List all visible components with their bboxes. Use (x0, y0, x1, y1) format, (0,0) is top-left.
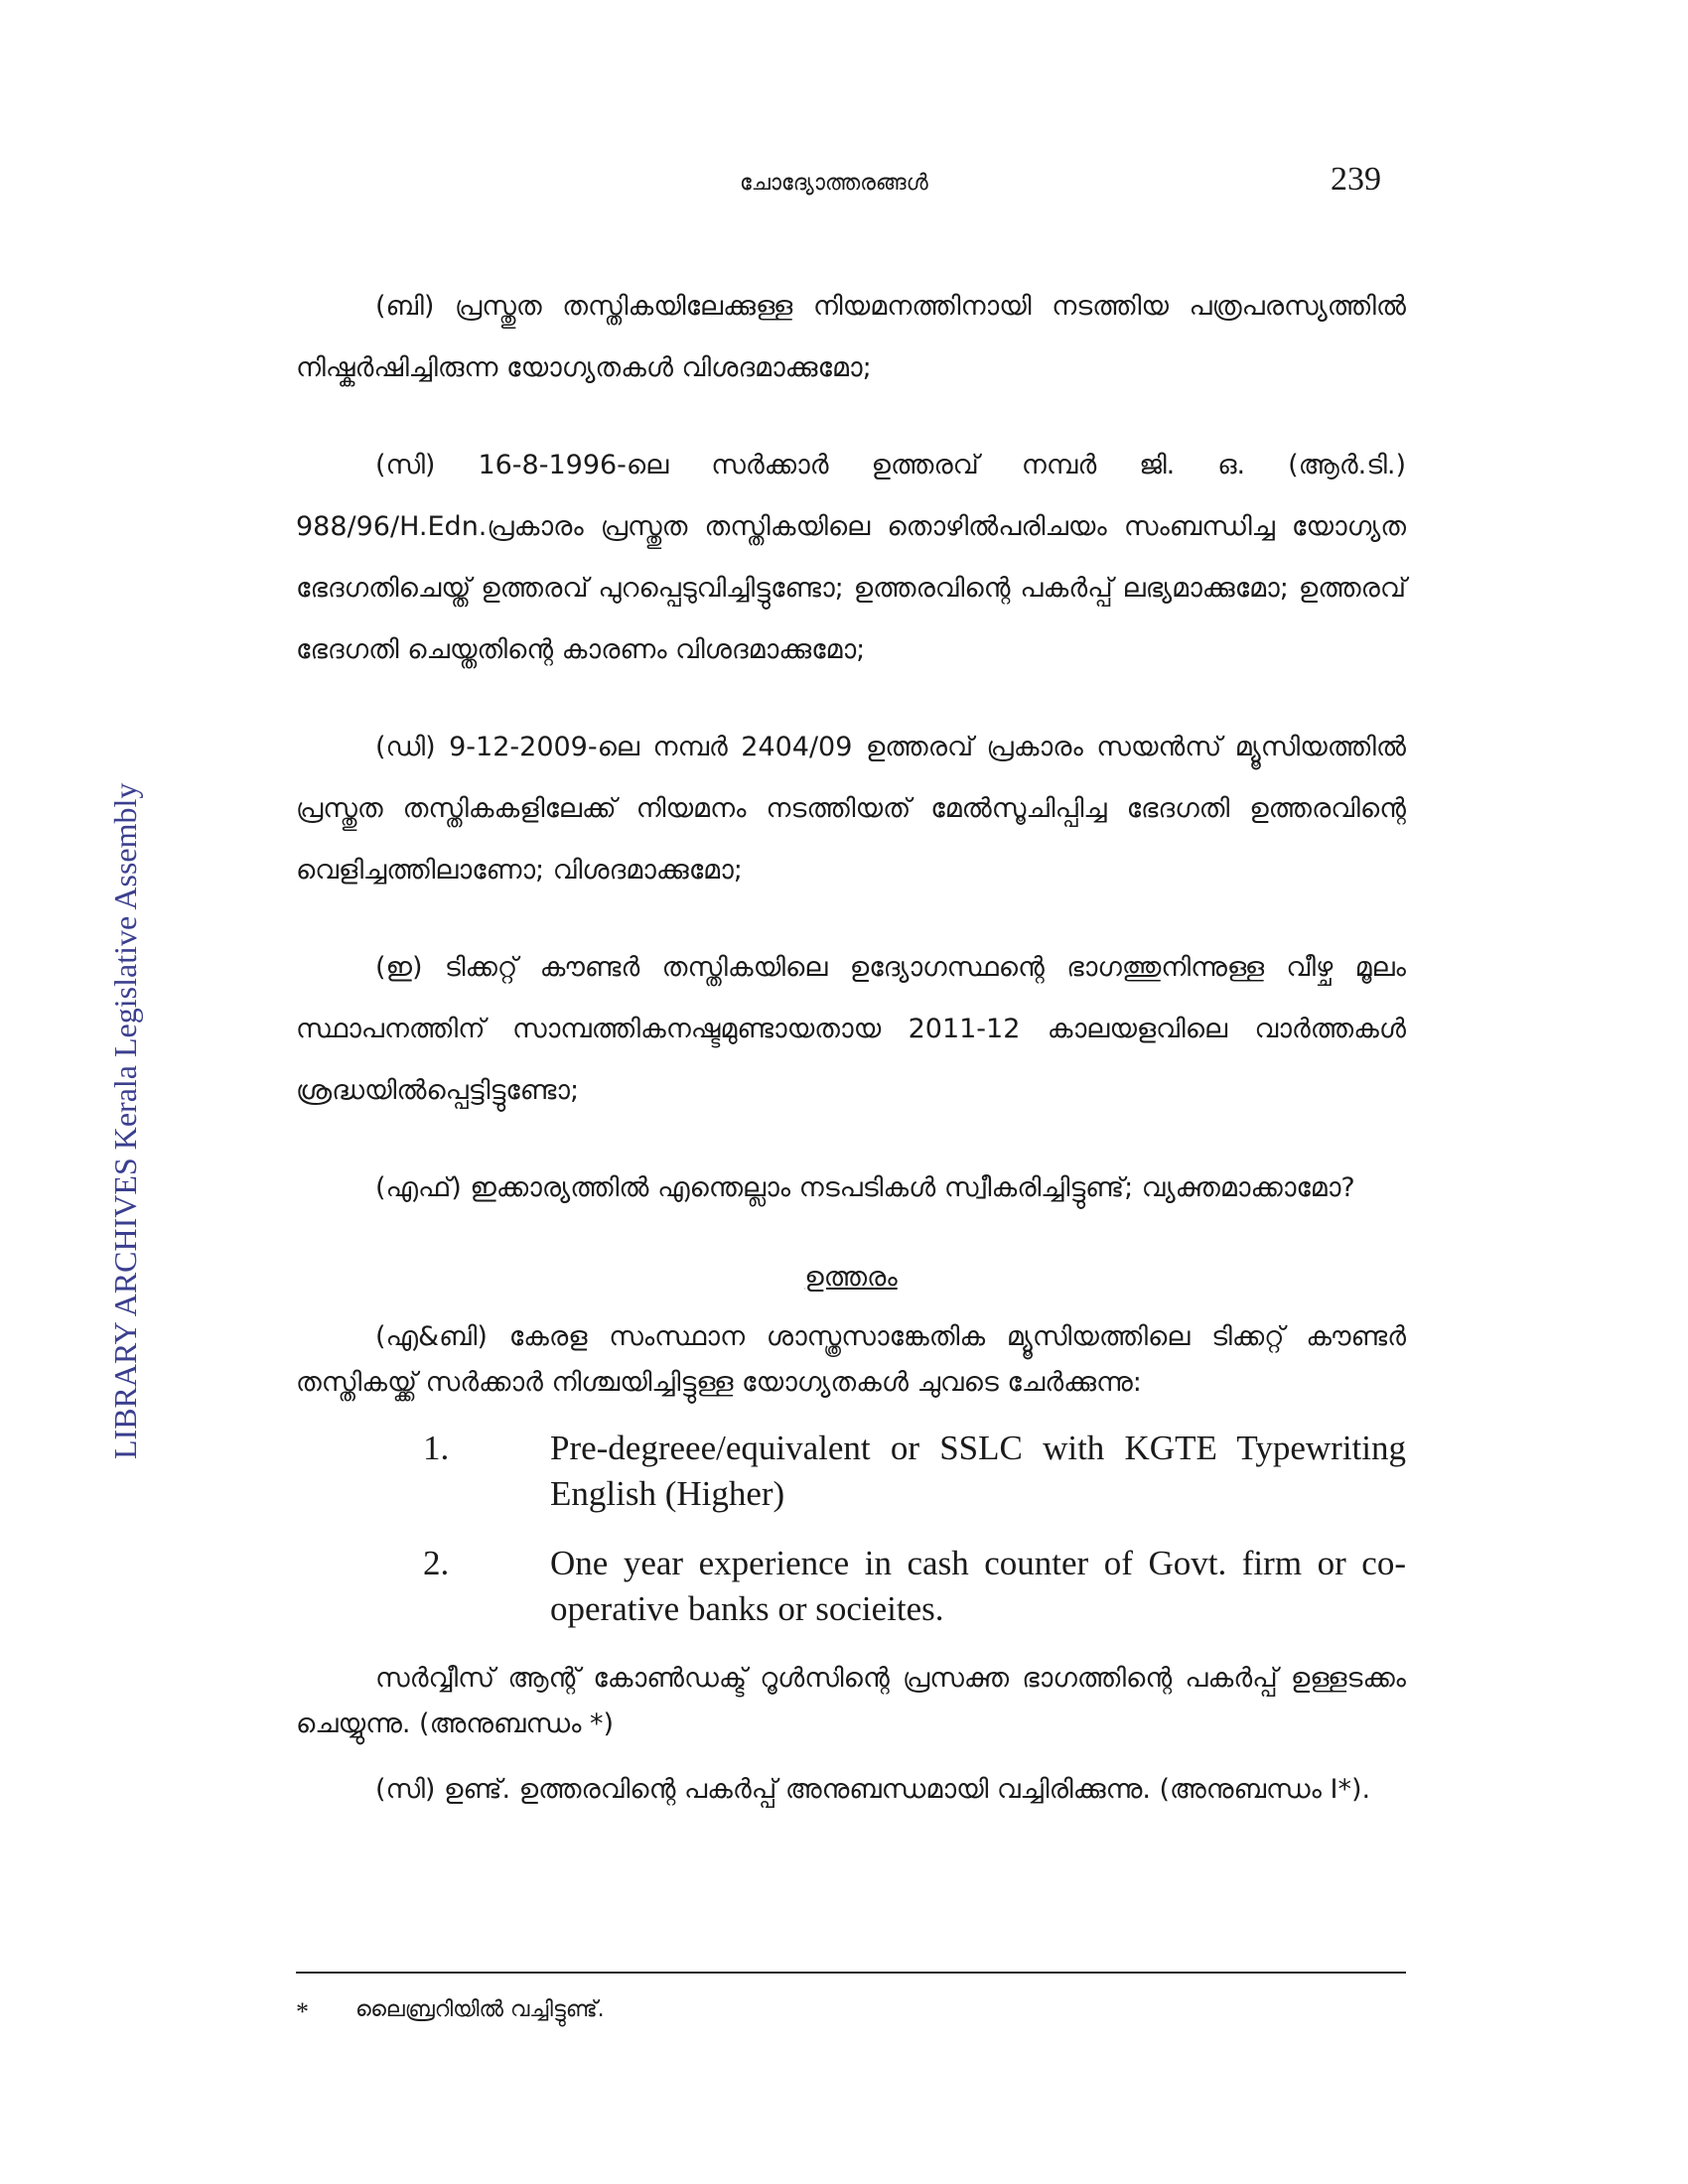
question-d: (ഡി) 9-12-2009-ലെ നമ്പർ 2404/09 ഉത്തരവ് പ്രകാരം സയൻസ് മ്യൂസിയത്തിൽ പ്രസ്തുത തസ്തികകളിലേക്ക് നിയമനം നടത്തിയത് മേൽസൂചിപ്പിച്ച ഭേദഗതി ഉത്തരവിന്റെ വെളിച്ചത്തിലാണോ; വിശദമാക്കുമോ; (296, 732, 1406, 886)
running-head: ചോദ്യോത്തരങ്ങൾ (740, 171, 928, 196)
list-item-number: 1. (423, 1429, 450, 1467)
list-item-text: Pre-degreee/equivalent or SSLC with KGTE Typewriting English (Higher) (550, 1429, 1406, 1513)
question-c: (സി) 16-8-1996-ലെ സർക്കാർ ഉത്തരവ് നമ്പർ ജി. ഒ. (ആർ.ടി.) 988/96/H.Edn.പ്രകാരം പ്രസ്തുത തസ്തികയിലെ തൊഴിൽപരിചയം സംബന്ധിച്ച യോഗ്യത ഭേദഗതിചെയ്ത് ഉത്തരവ് പുറപ്പെടുവിച്ചിട്ടുണ്ടോ; ഉത്തരവിന്റെ പകർപ്പ് ലഭ്യമാക്കുമോ; ഉത്തരവ് ഭേദഗതി ചെയ്തതിന്റെ കാരണം വിശദമാക്കുമോ; (296, 450, 1406, 665)
list-item (296, 1426, 1406, 1517)
answer-intro: (എ&ബി) കേരള സംസ്ഥാന ശാസ്ത്രസാങ്കേതിക മ്യൂസിയത്തിലെ ടിക്കറ്റ് കൗണ്ടർ തസ്തികയ്ക്ക് സർക്കാർ നിശ്ചയിച്ചിട്ടുള്ള യോഗ്യതകൾ ചുവടെ ചേർക്കുന്നു: (296, 1321, 1406, 1398)
question-b: (ബി) പ്രസ്തുത തസ്തികയിലേക്കുള്ള നിയമനത്തിനായി നടത്തിയ പത്രപരസ്യത്തിൽ നിഷ്കർഷിച്ചിരുന്ന യോഗ്യതകൾ വിശദമാക്കുമോ; (296, 291, 1406, 383)
answer-c: (സി) ഉണ്ട്. ഉത്തരവിന്റെ പകർപ്പ് അനുബന്ധമായി വച്ചിരിക്കുന്നു. (അനുബന്ധം I*). (375, 1774, 1371, 1805)
list-item-text: One year experience in cash counter of Govt. firm or co-operative banks or socieites. (550, 1544, 1406, 1628)
footnote (296, 1997, 1406, 2027)
question-f: (എഫ്) ഇക്കാര്യത്തിൽ എന്തെല്ലാം നടപടികൾ സ്വീകരിച്ചിട്ടുണ്ട്; വ്യക്തമാക്കാമോ? (375, 1172, 1355, 1203)
page-number: 239 (1331, 161, 1381, 198)
list-item-number: 2. (423, 1544, 450, 1582)
service-rules-note: സർവ്വീസ് ആന്റ് കോൺഡക്ട് റൂൾസിന്റെ പ്രസക്ത ഭാഗത്തിന്റെ പകർപ്പ് ഉള്ളടക്കം ചെയ്യുന്നു. (അനുബന്ധം *) (296, 1663, 1406, 1739)
footnote-marker: * (296, 1997, 309, 2026)
qualification-list (296, 1426, 1406, 1632)
main-content (296, 276, 1406, 1833)
answer-heading: ഉത്തരം (804, 1262, 898, 1293)
footnote-divider (296, 1972, 1406, 1974)
question-e: (ഇ) ടിക്കറ്റ് കൗണ്ടർ തസ്തികയിലെ ഉദ്യോഗസ്ഥന്റെ ഭാഗത്തുനിന്നുള്ള വീഴ്ച മൂലം സ്ഥാപനത്തിന് സാമ്പത്തികനഷ്ടമുണ്ടായതായ 2011-12 കാലയളവിലെ വാർത്തകൾ ശ്രദ്ധയിൽപ്പെട്ടിട്ടുണ്ടോ; (296, 952, 1406, 1106)
watermark: LIBRARY ARCHIVES Kerala Legislative Assembly (107, 782, 143, 1459)
list-item (296, 1541, 1406, 1632)
footnote-text: ലൈബ്രറിയിൽ വച്ചിട്ടുണ്ട്. (355, 1997, 605, 2022)
